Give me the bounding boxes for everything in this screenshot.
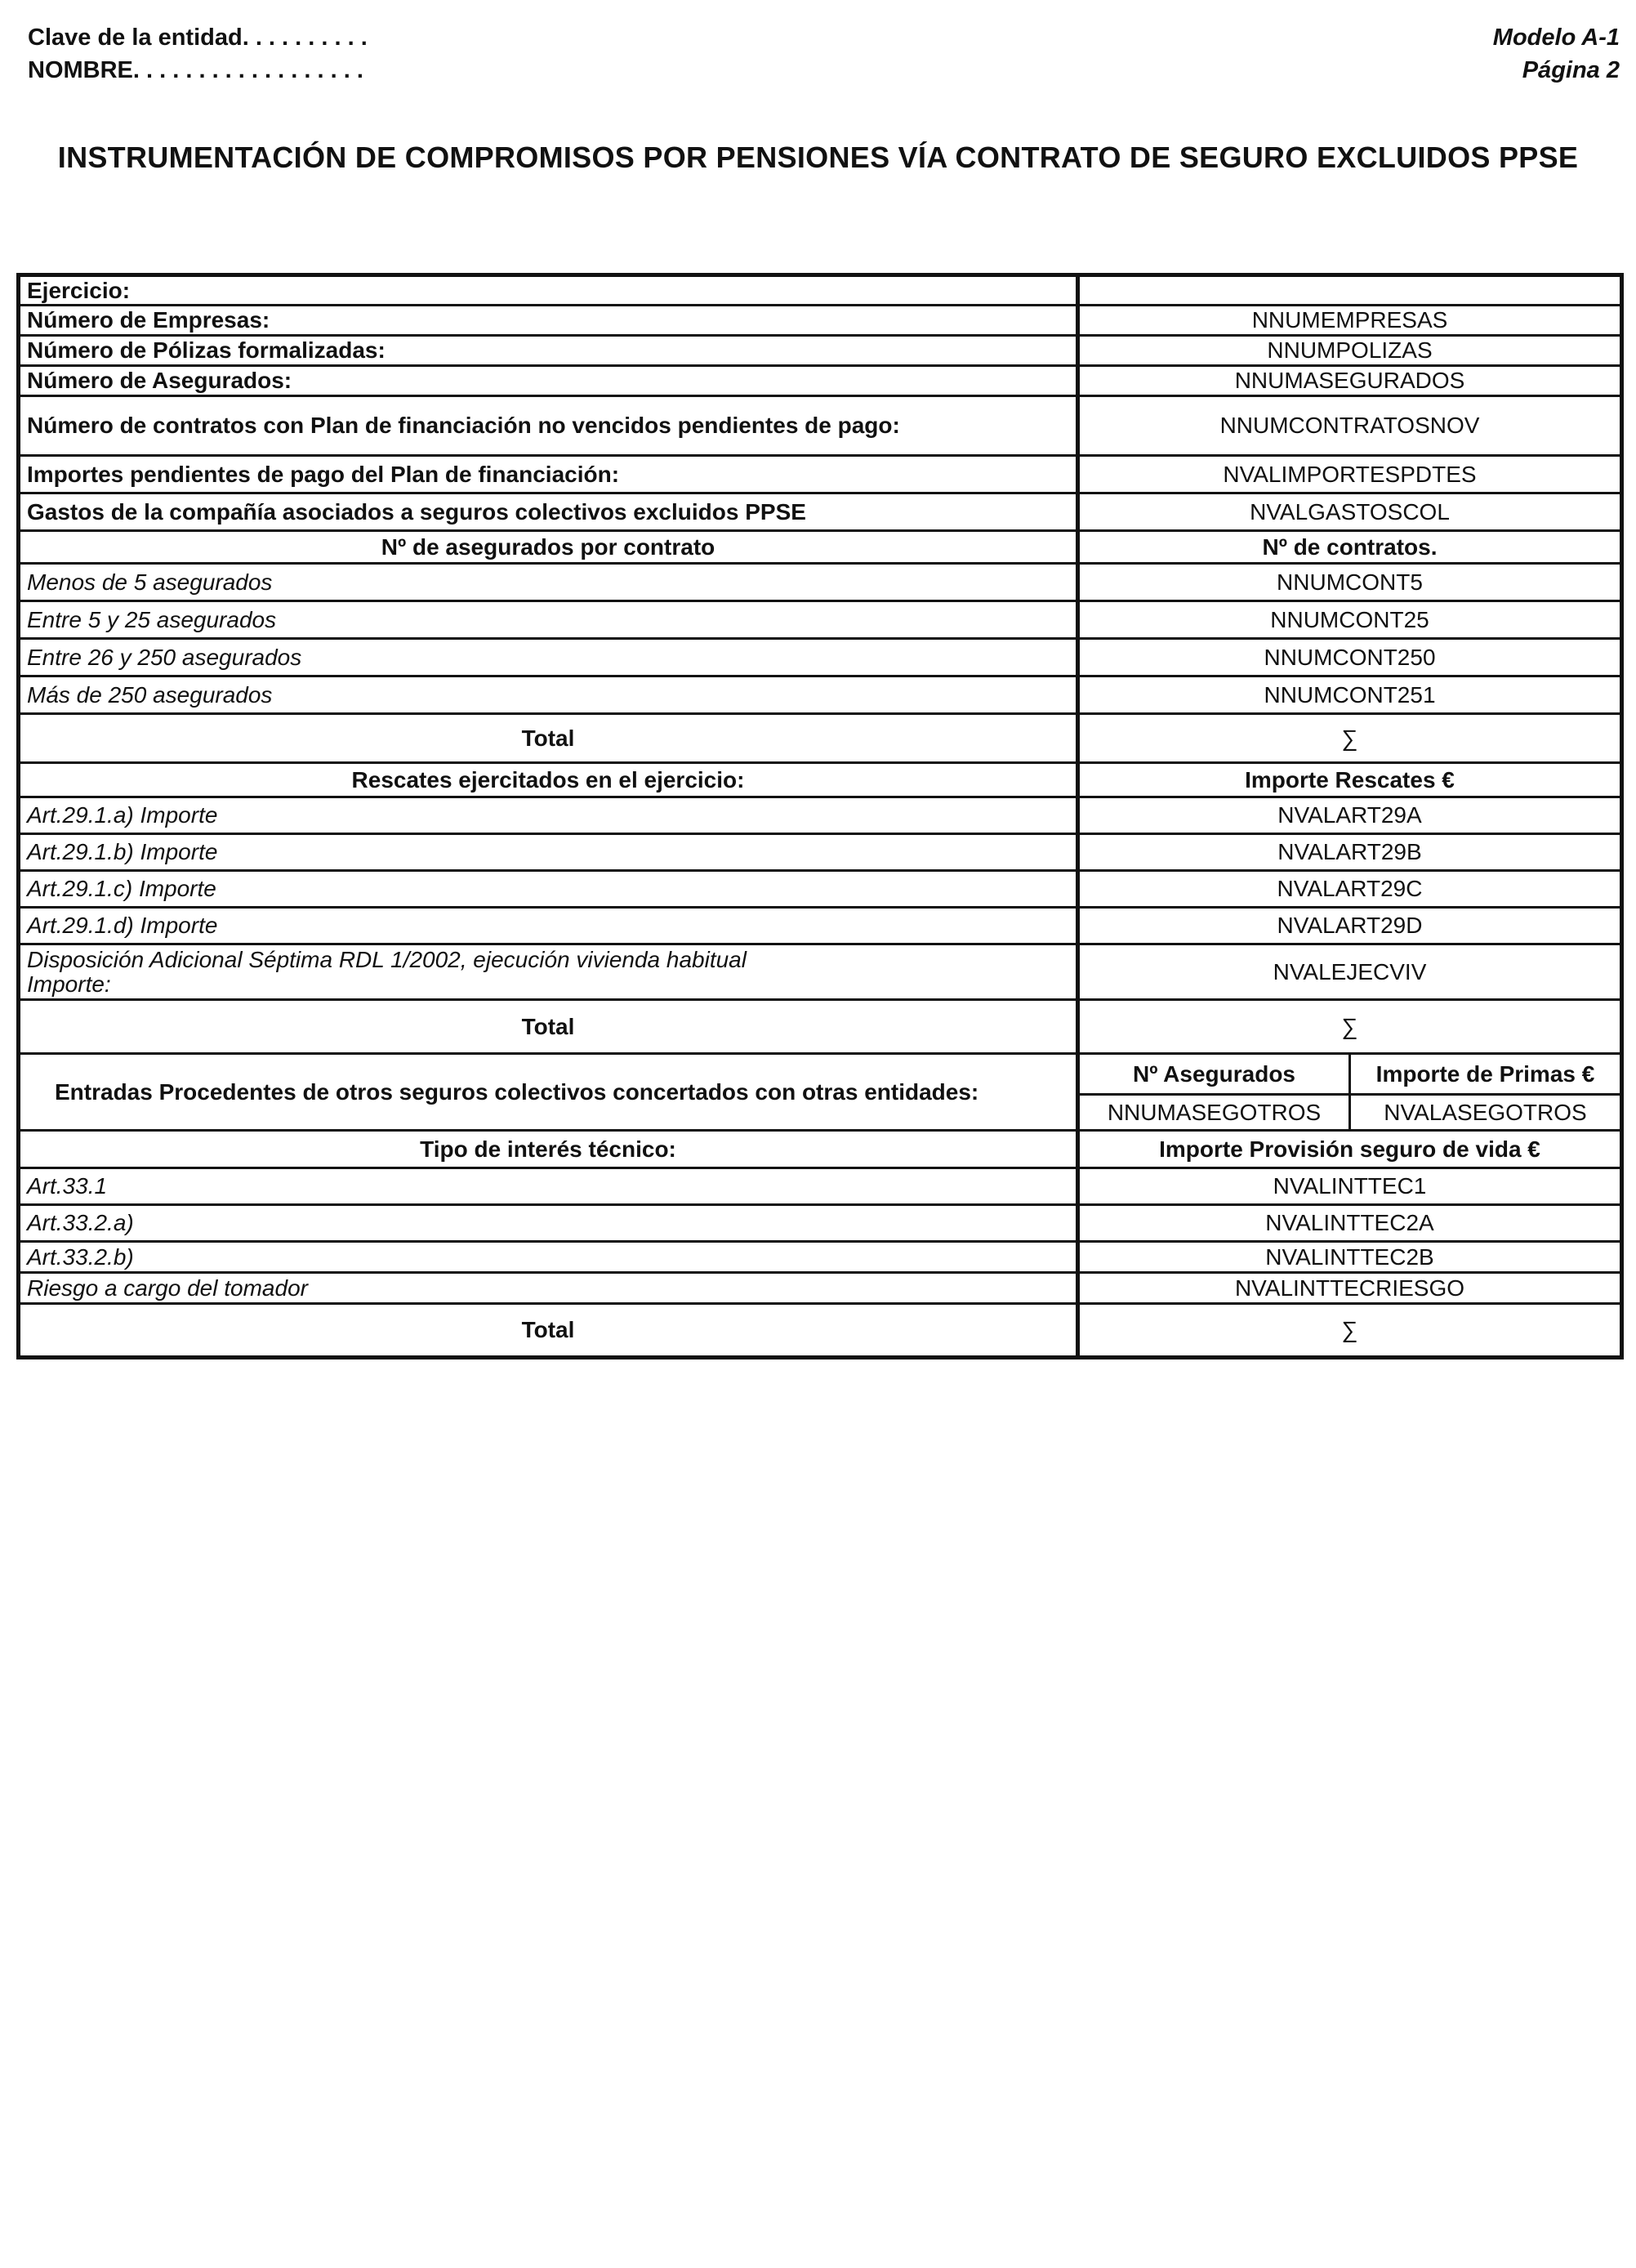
table-row: [19, 797, 1622, 834]
document-title: INSTRUMENTACIÓN DE COMPROMISOS POR PENSIONES VÍA CONTRATO DE SEGURO EXCLUIDOS PPSE: [57, 141, 1579, 174]
row-total-rescates: [19, 1000, 1622, 1054]
table-row: [19, 601, 1622, 639]
asegurados-range-value[interactable]: NNUMCONT251: [1078, 676, 1622, 714]
total-label: Total: [19, 1304, 1078, 1358]
asegurados-contrato-header: Nº de asegurados por contrato: [19, 531, 1078, 564]
row-ejercicio: [19, 275, 1622, 306]
importe-primas-header: Importe de Primas €: [1350, 1054, 1622, 1095]
interes-label: Art.33.2.a): [19, 1205, 1078, 1242]
total-sum: ∑: [1078, 1000, 1622, 1054]
total-label: Total: [19, 714, 1078, 763]
gastos-value[interactable]: NVALGASTOSCOL: [1078, 493, 1622, 531]
interes-value[interactable]: NVALINTTEC2A: [1078, 1205, 1622, 1242]
nasegotros-value[interactable]: NNUMASEGOTROS: [1078, 1095, 1350, 1131]
interes-value[interactable]: NVALINTTECRIESGO: [1078, 1273, 1622, 1304]
num-contratos-header: Nº de contratos.: [1078, 531, 1622, 564]
asegurados-range-label: Entre 5 y 25 asegurados: [19, 601, 1078, 639]
pagina-label: Página 2: [1522, 57, 1620, 83]
asegurados-range-value[interactable]: NNUMCONT5: [1078, 564, 1622, 601]
row-gastos: [19, 493, 1622, 531]
rescate-value[interactable]: NVALART29D: [1078, 908, 1622, 944]
nvalasegotros-value[interactable]: NVALASEGOTROS: [1350, 1095, 1622, 1131]
row-asegurados-contrato-header: [19, 531, 1622, 564]
row-interes-header: [19, 1131, 1622, 1168]
table-row: [19, 1242, 1622, 1273]
row-polizas: [19, 336, 1622, 366]
rescate-label: Art.29.1.b) Importe: [19, 834, 1078, 871]
clave-entidad-label: Clave de la entidad. . . . . . . . . .: [28, 25, 368, 51]
row-asegurados: [19, 366, 1622, 396]
model-header: [1493, 21, 1620, 87]
disposicion-line1: Disposición Adicional Séptima RDL 1/2002, ejecución vivienda habitual: [27, 946, 747, 972]
asegurados-range-label: Menos de 5 asegurados: [19, 564, 1078, 601]
total-sum: ∑: [1078, 1304, 1622, 1358]
interes-value[interactable]: NVALINTTEC2B: [1078, 1242, 1622, 1273]
ejercicio-value[interactable]: [1078, 275, 1622, 306]
nombre-label: NOMBRE. . . . . . . . . . . . . . . . . .: [28, 57, 363, 83]
rescate-value[interactable]: NVALART29B: [1078, 834, 1622, 871]
asegurados-range-label: Entre 26 y 250 asegurados: [19, 639, 1078, 676]
interes-header: Tipo de interés técnico:: [19, 1131, 1078, 1168]
empresas-value[interactable]: NNUMEMPRESAS: [1078, 306, 1622, 336]
table-row: [19, 908, 1622, 944]
asegurados-value[interactable]: NNUMASEGURADOS: [1078, 366, 1622, 396]
table-row: [19, 1205, 1622, 1242]
ejercicio-label: Ejercicio:: [19, 275, 1078, 306]
total-label: Total: [19, 1000, 1078, 1054]
table-row: [19, 1168, 1622, 1205]
disposicion-line2: Importe:: [27, 971, 111, 997]
gastos-label: Gastos de la compañía asociados a seguros colectivos excluidos PPSE: [19, 493, 1078, 531]
row-entradas-top: [19, 1054, 1622, 1095]
table-row: [19, 564, 1622, 601]
disposicion-value[interactable]: NVALEJECVIV: [1078, 944, 1622, 1000]
importes-value[interactable]: NVALIMPORTESPDTES: [1078, 456, 1622, 493]
asegurados-range-label: Más de 250 asegurados: [19, 676, 1078, 714]
entradas-label: Entradas Procedentes de otros seguros colectivos concertados con otras entidades:: [19, 1054, 1078, 1131]
importes-label: Importes pendientes de pago del Plan de financiación:: [19, 456, 1078, 493]
row-contratos-nov: [19, 396, 1622, 456]
rescates-header: Rescates ejercitados en el ejercicio:: [19, 763, 1078, 797]
table-row: [19, 639, 1622, 676]
contratos-value[interactable]: NNUMCONTRATOSNOV: [1078, 396, 1622, 456]
nasegurados-header: Nº Asegurados: [1078, 1054, 1350, 1095]
rescate-label: Art.29.1.d) Importe: [19, 908, 1078, 944]
table-row: [19, 1273, 1622, 1304]
contratos-label: Número de contratos con Plan de financiación no vencidos pendientes de pago:: [19, 396, 1078, 456]
table-row: [19, 944, 1622, 1000]
interes-label: Riesgo a cargo del tomador: [19, 1273, 1078, 1304]
empresas-label: Número de Empresas:: [19, 306, 1078, 336]
entity-header: [28, 21, 368, 87]
disposicion-label: [19, 944, 1078, 1000]
total-sum: ∑: [1078, 714, 1622, 763]
table-row: [19, 676, 1622, 714]
row-rescates-header: [19, 763, 1622, 797]
polizas-value[interactable]: NNUMPOLIZAS: [1078, 336, 1622, 366]
rescate-value[interactable]: NVALART29A: [1078, 797, 1622, 834]
row-total-contratos: [19, 714, 1622, 763]
interes-value[interactable]: NVALINTTEC1: [1078, 1168, 1622, 1205]
table-row: [19, 871, 1622, 908]
row-empresas: [19, 306, 1622, 336]
form-table: [16, 273, 1624, 1359]
rescate-label: Art.29.1.c) Importe: [19, 871, 1078, 908]
interes-label: Art.33.1: [19, 1168, 1078, 1205]
provision-header: Importe Provisión seguro de vida €: [1078, 1131, 1622, 1168]
polizas-label: Número de Pólizas formalizadas:: [19, 336, 1078, 366]
asegurados-label: Número de Asegurados:: [19, 366, 1078, 396]
row-importes: [19, 456, 1622, 493]
importe-rescates-header: Importe Rescates €: [1078, 763, 1622, 797]
asegurados-range-value[interactable]: NNUMCONT250: [1078, 639, 1622, 676]
interes-label: Art.33.2.b): [19, 1242, 1078, 1273]
table-row: [19, 834, 1622, 871]
rescate-label: Art.29.1.a) Importe: [19, 797, 1078, 834]
rescate-value[interactable]: NVALART29C: [1078, 871, 1622, 908]
row-total-interes: [19, 1304, 1622, 1358]
asegurados-range-value[interactable]: NNUMCONT25: [1078, 601, 1622, 639]
modelo-label: Modelo A-1: [1492, 25, 1620, 51]
